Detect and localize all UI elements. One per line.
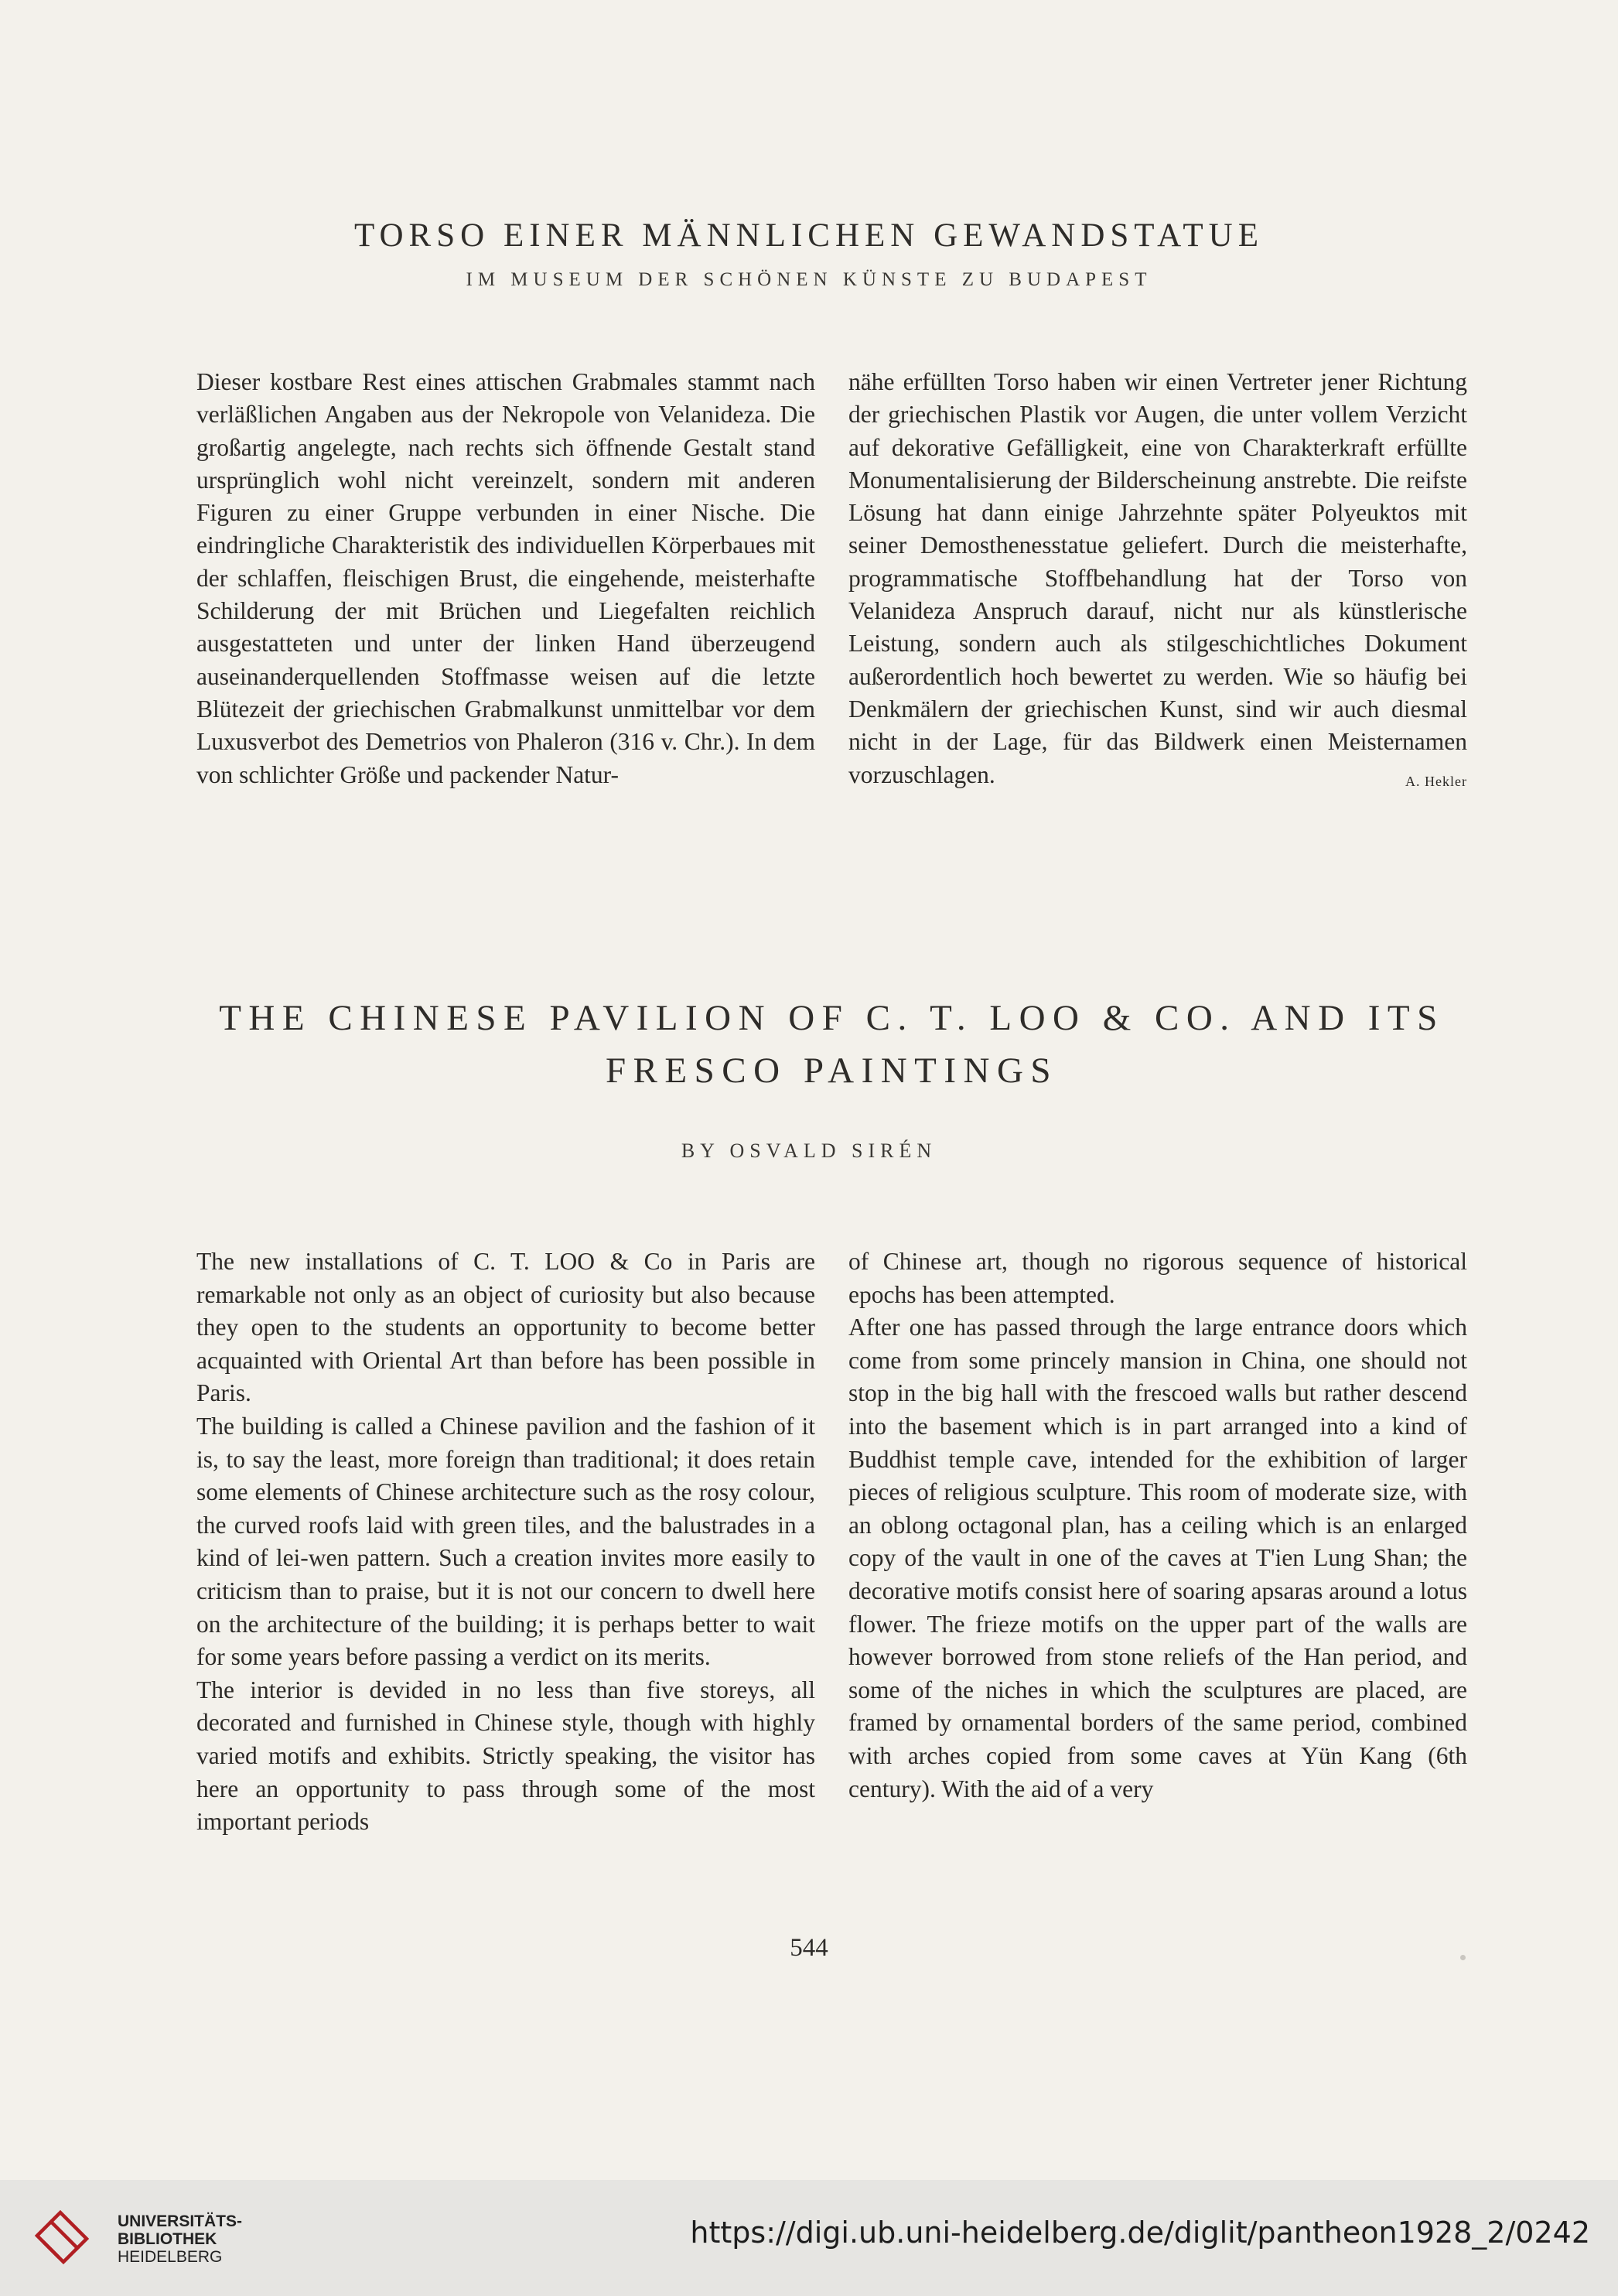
document-url-link[interactable]: https://digi.ub.uni-heidelberg.de/diglit/pantheon1928_2/0242 (690, 2216, 1590, 2250)
article1-right-body: nähe erfüllten Torso haben wir einen Vertreter jener Richtung der griechischen Plastik vor Augen, die unter vollem Verzicht auf dekorative Gefälligkeit, eine von Charakterkraft erfüllte Monumentalisierung der Bilderscheinung anstrebte. Die reifste Lösung hat dann einige Jahrzehnte später Polyeuktos mit seiner Demosthenesstatue geliefert. Durch die meisterhafte, programmatische Stoffbehandlung hat der Torso von Velanideza Anspruch darauf, nicht nur als künstlerische Leistung, sondern auch als stilgeschichtliches Dokument außerordentlich hoch bewertet zu werden. Wie so häufig bei Denkmälern der griechischen Kunst, sind wir auch diesmal nicht in der Lage, für das Bildwerk einen Meisternamen vorzuschlagen. (848, 368, 1467, 788)
article1-right-text (848, 366, 1467, 791)
article1-right-column (848, 366, 1467, 798)
article2-paragraph: The interior is devided in no less than five storeys, all decorated and furnished in Chinese style, though with highly varied motifs and exhibits. Strictly speaking, the visitor has here an opportunity to pass through some of the most important periods (196, 1676, 815, 1836)
library-name-line: BIBLIOTHEK (118, 2230, 217, 2248)
paper-speck (1460, 1955, 1466, 1960)
article1-left-text: Dieser kostbare Rest eines attischen Grabmales stammt nach verläßlichen Angaben aus der Nekropole von Velanideza. Die großartig angelegte, nach rechts sich öffnende Gestalt stand ursprünglich wohl nicht vereinzelt, sondern mit anderen Figuren zu einer Gruppe verbunden in einer Nische. Die eindringliche Charakteristik des individuellen Körperbaues mit der schlaffen, fleischigen Brust, die eingehende, meisterhafte Schilderung der mit Brüchen und Liegefalten reichlich ausgestatteten und unter der linken Hand überzeugend auseinanderquellenden Stoffmasse weisen auf die letzte Blütezeit der griechischen Grabmalkunst unmittelbar vor dem Luxusverbot des Demetrios von Phaleron (316 v. Chr.). In dem von schlichter Größe und packender Natur- (196, 368, 815, 788)
article-subtitle-museum: IM MUSEUM DER SCHÖNEN KÜNSTE ZU BUDAPEST (466, 269, 1152, 290)
library-name-line: UNIVERSITÄTS- (118, 2212, 243, 2230)
article-title-chinese-pavilion: THE CHINESE PAVILION OF C. T. LOO & CO. AND ITS FRESCO PAINTINGS (219, 998, 1445, 1091)
article-title-torso: TORSO EINER MÄNNLICHEN GEWANDSTATUE (354, 217, 1264, 254)
article2-paragraph: The new installations of C. T. LOO & Co in Paris are remarkable not only as an object of curiosity but also because they open to the students an opportunity to become better acquainted with Oriental Art than before has been possible in Paris. (196, 1248, 815, 1407)
article2-paragraph: After one has passed through the large entrance doors which come from some princely mansion in China, one should not stop in the big hall with the frescoed walls but rather descend into the basement which is in part arranged into a kind of Buddhist temple cave, intended for the exhibition of larger pieces of religious sculpture. This room of moderate size, with an oblong octagonal plan, has a ceiling which is an enlarged copy of the vault in one of the caves at T'ien Lung Shan; the decorative motifs consist here of soaring apsaras around a lotus flower. The frieze motifs on the upper part of the walls are however borrowed from stone reliefs of the Han period, and some of the niches in which the sculptures are placed, are framed by ornamental borders of the same period, combined with arches copied from some caves at Yün Kang (6th century). With the aid of a very (848, 1314, 1467, 1802)
digitization-footer (0, 2180, 1618, 2296)
article2-left-column (196, 1245, 815, 1839)
article2-right-column (848, 1245, 1467, 1806)
library-name-line: HEIDELBERG (118, 2248, 223, 2266)
article1-left-column (196, 366, 815, 791)
article-byline: BY OSVALD SIRÉN (681, 1139, 937, 1162)
page-number: 544 (790, 1934, 828, 1962)
library-name (118, 2212, 242, 2266)
author-signature: A. Hekler (1405, 773, 1467, 789)
article2-paragraph: The building is called a Chinese pavilion and the fashion of it is, to say the least, more foreign than traditional; it does retain some elements of Chinese architecture such as the rosy colour, the curved roofs laid with green tiles, and the balustrades in a kind of lei-wen pattern. Such a creation invites more easily to criticism than to praise, but it is not our concern to dwell here on the architecture of the building; it is perhaps better to wait for some years before passing a verdict on its merits. (196, 1412, 815, 1671)
library-logo-icon (32, 2209, 94, 2271)
article2-paragraph: of Chinese art, though no rigorous sequence of historical epochs has been attempted. (848, 1248, 1467, 1308)
